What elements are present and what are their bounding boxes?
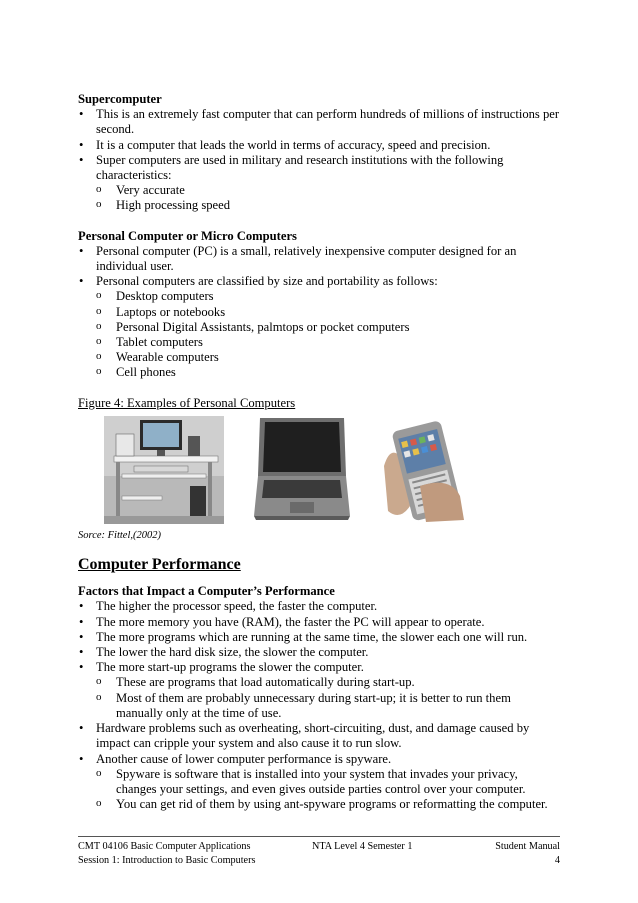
sub-list-item: o Wearable computers <box>78 350 560 365</box>
handheld-pda-photo <box>380 416 470 524</box>
sub-list-item: o Desktop computers <box>78 289 560 304</box>
sub-list-item: o Spyware is software that is installed into your system that invades your privacy, changes your settings, and even gives outside parties control over your computer. <box>78 767 560 797</box>
sub-list-item: o Tablet computers <box>78 335 560 350</box>
footer-course: CMT 04106 Basic Computer Applications <box>78 841 251 852</box>
page-number: 4 <box>554 855 560 866</box>
footer-level: NTA Level 4 Semester 1 <box>312 841 413 852</box>
page-content <box>78 92 560 812</box>
sub-list-item: o Very accurate <box>78 183 560 198</box>
list-item <box>78 274 560 380</box>
figure-caption: Figure 4: Examples of Personal Computers <box>78 395 296 410</box>
desktop-computer-photo <box>104 416 224 524</box>
personal-computer-heading: Personal Computer or Micro Computers <box>78 228 297 243</box>
personal-computer-section <box>78 229 560 381</box>
list-item <box>78 752 560 813</box>
supercomputer-characteristics <box>78 183 560 213</box>
performance-factors-heading: Factors that Impact a Computer’s Performance <box>78 584 335 599</box>
laptop-photo <box>252 416 352 524</box>
spyware-details <box>78 767 560 813</box>
personal-computer-bullets <box>78 244 560 381</box>
list-item-text: Personal computers are classified by size and portability as follows: <box>96 274 438 289</box>
supercomputer-heading: Supercomputer <box>78 92 162 106</box>
sub-list-item: o High processing speed <box>78 198 560 213</box>
personal-computer-types <box>78 289 560 380</box>
page-footer <box>78 836 560 868</box>
sub-list-item: o Cell phones <box>78 365 560 380</box>
startup-programs-details <box>78 675 560 721</box>
performance-bullets <box>78 599 560 812</box>
sub-list-item: o Personal Digital Assistants, palmtops or pocket computers <box>78 320 560 335</box>
footer-manual: Student Manual <box>495 841 560 852</box>
computer-performance-title: Computer Performance <box>78 556 241 574</box>
list-item: • The more memory you have (RAM), the faster the PC will appear to operate. <box>78 615 560 630</box>
list-item: • Personal computer (PC) is a small, relatively inexpensive computer designed for an individual user. <box>78 244 560 274</box>
supercomputer-bullets <box>78 107 560 213</box>
list-item: • This is an extremely fast computer that can perform hundreds of millions of instructions per second. <box>78 107 560 137</box>
sub-list-item: o These are programs that load automatically during start-up. <box>78 675 560 690</box>
list-item: • It is a computer that leads the world in terms of accuracy, speed and precision. <box>78 138 560 153</box>
list-item <box>78 153 560 214</box>
list-item: • Hardware problems such as overheating, short-circuiting, dust, and damage caused by impact can cripple your system and also cause it to run slow. <box>78 721 560 751</box>
footer-session: Session 1: Introduction to Basic Computers <box>78 855 256 866</box>
figure-source: Sorce: Fittel,(2002) <box>78 529 162 541</box>
sub-list-item: o You can get rid of them by using ant-spyware programs or reformatting the computer. <box>78 797 560 812</box>
list-item-text: Super computers are used in military and research institutions with the following characteristics: <box>96 152 504 183</box>
list-item-text: Another cause of lower computer performance is spyware. <box>96 751 392 766</box>
list-item-text: The more start-up programs the slower the computer. <box>96 660 364 675</box>
list-item: • The lower the hard disk size, the slower the computer. <box>78 645 560 660</box>
supercomputer-section <box>78 92 560 214</box>
list-item <box>78 660 560 721</box>
figure-images <box>78 416 560 524</box>
list-item: • The more programs which are running at the same time, the slower each one will run. <box>78 630 560 645</box>
sub-list-item: o Laptops or notebooks <box>78 305 560 320</box>
list-item: • The higher the processor speed, the faster the computer. <box>78 599 560 614</box>
sub-list-item: o Most of them are probably unnecessary during start-up; it is better to run them manually only at the time of use. <box>78 691 560 721</box>
